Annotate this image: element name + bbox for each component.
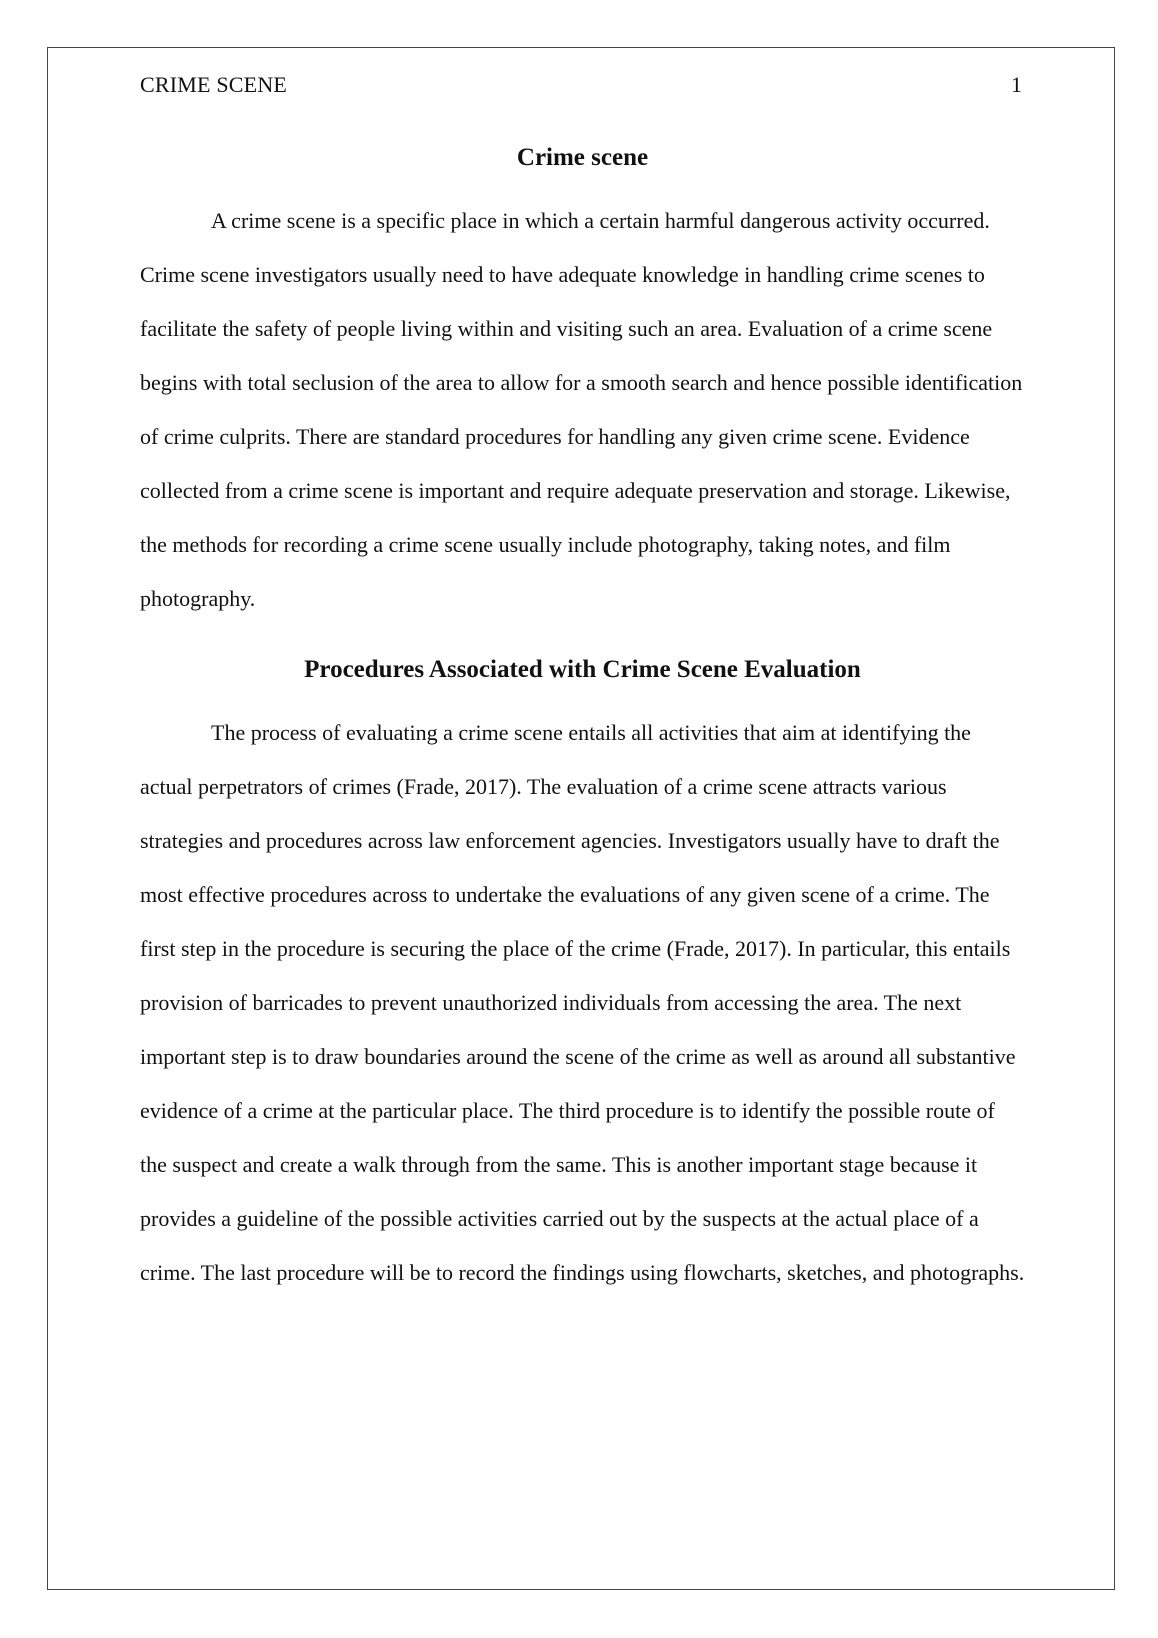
document-title: Crime scene — [516, 144, 649, 171]
section-paragraph: The process of evaluating a crime scene entails all activities that aim at identifying the actual perpetrators of crimes (Frade, 2017). The evaluation of a crime scene attracts various strategies and procedures across law enforcement agencies. Investigators usually have to draft the most effective procedures across to undertake the evaluations of any given scene of a crime. The first step in the procedure is securing the place of the crime (Frade, 2017). In particular, this entails provision of barricades to prevent unauthorized individuals from accessing the area. The next important step is to draw boundaries around the scene of the crime as well as around all substantive evidence of a crime at the particular place. The third procedure is to identify the possible route of the suspect and create a walk through from the same. This is another important stage because it provides a guideline of the possible activities carried out by the suspects at the actual place of a crime. The last procedure will be to record the findings using flowcharts, sketches, and photographs. — [140, 720, 1025, 1285]
page-number: 1 — [1011, 72, 1022, 97]
intro-paragraph: A crime scene is a specific place in which a certain harmful dangerous activity occurred. Crime scene investigators usually need to have adequate knowledge in handling crime scenes to facilitate the safety of people living within and visiting such an area. Evaluation of a crime scene begins with total seclusion of the area to allow for a smooth search and hence possible identification of crime culprits. There are standard procedures for handling any given crime scene. Evidence collected from a crime scene is important and require adequate preservation and storage. Likewise, the methods for recording a crime scene usually include photography, taking notes, and film photography. — [140, 208, 1023, 611]
section-heading: Procedures Associated with Crime Scene Evaluation — [304, 656, 861, 683]
document-body — [140, 138, 1025, 1300]
running-head: CRIME SCENE — [140, 72, 288, 97]
